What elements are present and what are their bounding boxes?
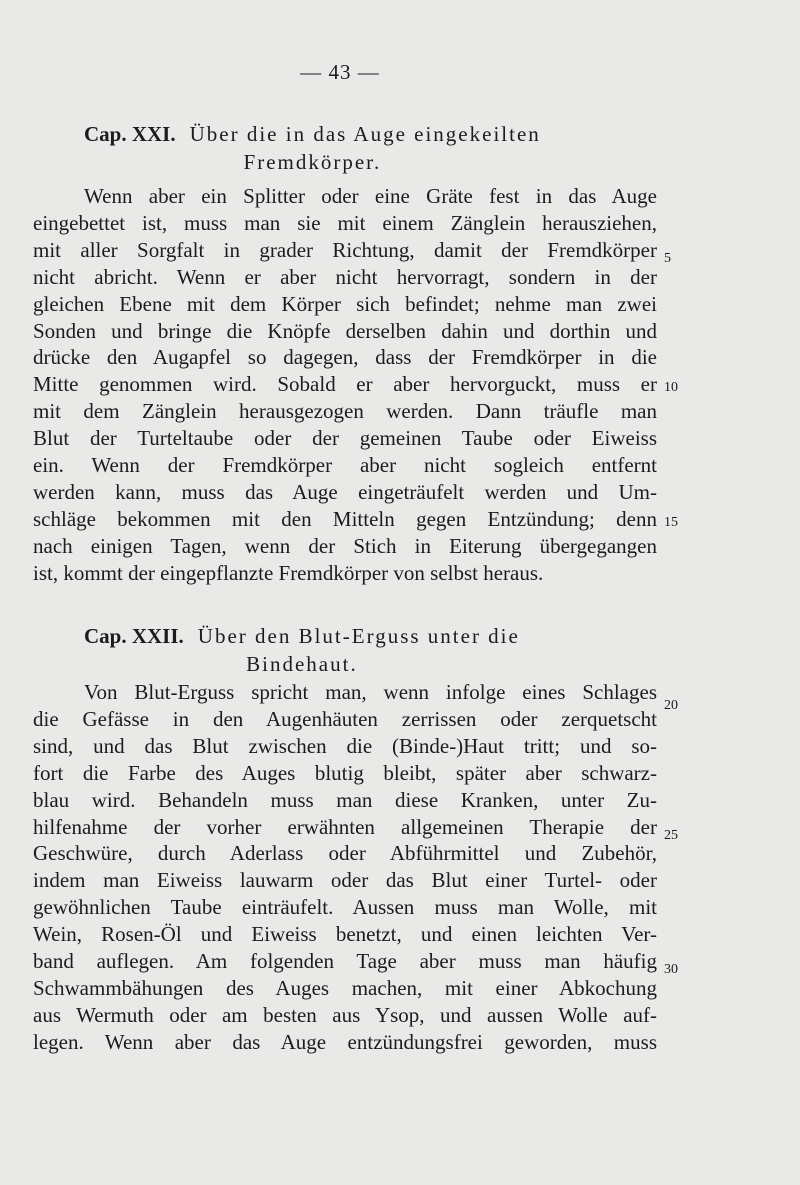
text-line: ein. Wenn der Fremdkörper aber nicht sogleich entfernt	[33, 453, 657, 477]
chapter-number: Cap. XXI.	[84, 122, 176, 146]
line-number: 20	[664, 698, 678, 713]
text-line: fort die Farbe des Auges blutig bleibt, später aber schwarz-	[33, 760, 657, 785]
text-line: schläge bekommen mit den Mitteln gegen Entzündung; denn	[33, 506, 657, 531]
text-line: Von Blut-Erguss spricht man, wenn infolge eines Schlages	[84, 680, 657, 704]
text-line: hilfenahme der vorher erwähnten allgemeinen Therapie der	[33, 814, 657, 839]
text-line: mit aller Sorgfalt in grader Richtung, damit der Fremdkörper	[33, 237, 657, 262]
text-line: mit dem Zänglein herausgezogen werden. Dann träufle man	[33, 399, 657, 424]
text-line: Mitte genommen wird. Sobald er aber hervorguckt, muss er	[33, 372, 657, 397]
line-number: 15	[664, 515, 678, 530]
chapter-title-line-2: Bindehaut.	[246, 652, 358, 676]
text-line: Schwammbähungen des Auges machen, mit einer Abkochung	[33, 975, 657, 1000]
text-line: Wein, Rosen-Öl und Eiweiss benetzt, und einen leichten Ver-	[33, 922, 657, 947]
chapter-title-line-1: Über die in das Auge eingekeilten	[189, 122, 541, 146]
text-line: band auflegen. Am folgenden Tage aber muss man häufig	[33, 949, 657, 973]
text-line: Sonden und bringe die Knöpfe derselben dahin und dorthin und	[33, 318, 657, 343]
text-line: sind, und das Blut zwischen die (Binde-)Haut tritt; und so-	[33, 733, 657, 758]
text-line: gleichen Ebene mit dem Körper sich befindet; nehme man zwei	[33, 291, 657, 316]
line-number: 30	[664, 962, 678, 977]
text-line: Geschwüre, durch Aderlass oder Abführmittel und Zubehör,	[33, 841, 657, 866]
line-number: 5	[664, 251, 671, 266]
text-line: eingebettet ist, muss man sie mit einem Zänglein herausziehen,	[33, 210, 657, 235]
text-line: Wenn aber ein Splitter oder eine Gräte fest in das Auge	[84, 184, 657, 208]
text-line: die Gefässe in den Augenhäuten zerrissen oder zerquetscht	[33, 706, 657, 731]
text-line: blau wird. Behandeln muss man diese Kranken, unter Zu-	[33, 787, 657, 812]
page-number: — 43 —	[300, 60, 380, 84]
text-line: aus Wermuth oder am besten aus Ysop, und aussen Wolle auf-	[33, 1002, 657, 1027]
text-line: drücke den Augapfel so dagegen, dass der Fremdkörper in die	[33, 345, 657, 370]
text-line: Blut der Turteltaube oder der gemeinen Taube oder Eiweiss	[33, 426, 657, 451]
chapter-heading-xxii	[84, 622, 520, 678]
text-line: nicht abricht. Wenn er aber nicht hervorragt, sondern in der	[33, 264, 657, 289]
text-line: legen. Wenn aber das Auge entzündungsfrei geworden, muss	[33, 1029, 657, 1054]
text-line: indem man Eiweiss lauwarm oder das Blut einer Turtel- oder	[33, 868, 657, 893]
chapter-number: Cap. XXII.	[84, 624, 184, 648]
chapter-title-line-2: Fremdkörper.	[243, 150, 382, 174]
text-line: werden kann, muss das Auge eingeträufelt werden und Um-	[33, 479, 657, 504]
line-number: 25	[664, 828, 678, 843]
text-line: nach einigen Tagen, wenn der Stich in Eiterung übergegangen	[33, 533, 657, 558]
text-line: ist, kommt der eingepflanzte Fremdkörper von selbst heraus.	[33, 560, 544, 585]
chapter-heading-xxi	[84, 120, 541, 176]
text-line: gewöhnlichen Taube einträufelt. Aussen muss man Wolle, mit	[33, 895, 657, 920]
chapter-title-line-1: Über den Blut-Erguss unter die	[197, 624, 520, 648]
line-number: 10	[664, 380, 678, 395]
